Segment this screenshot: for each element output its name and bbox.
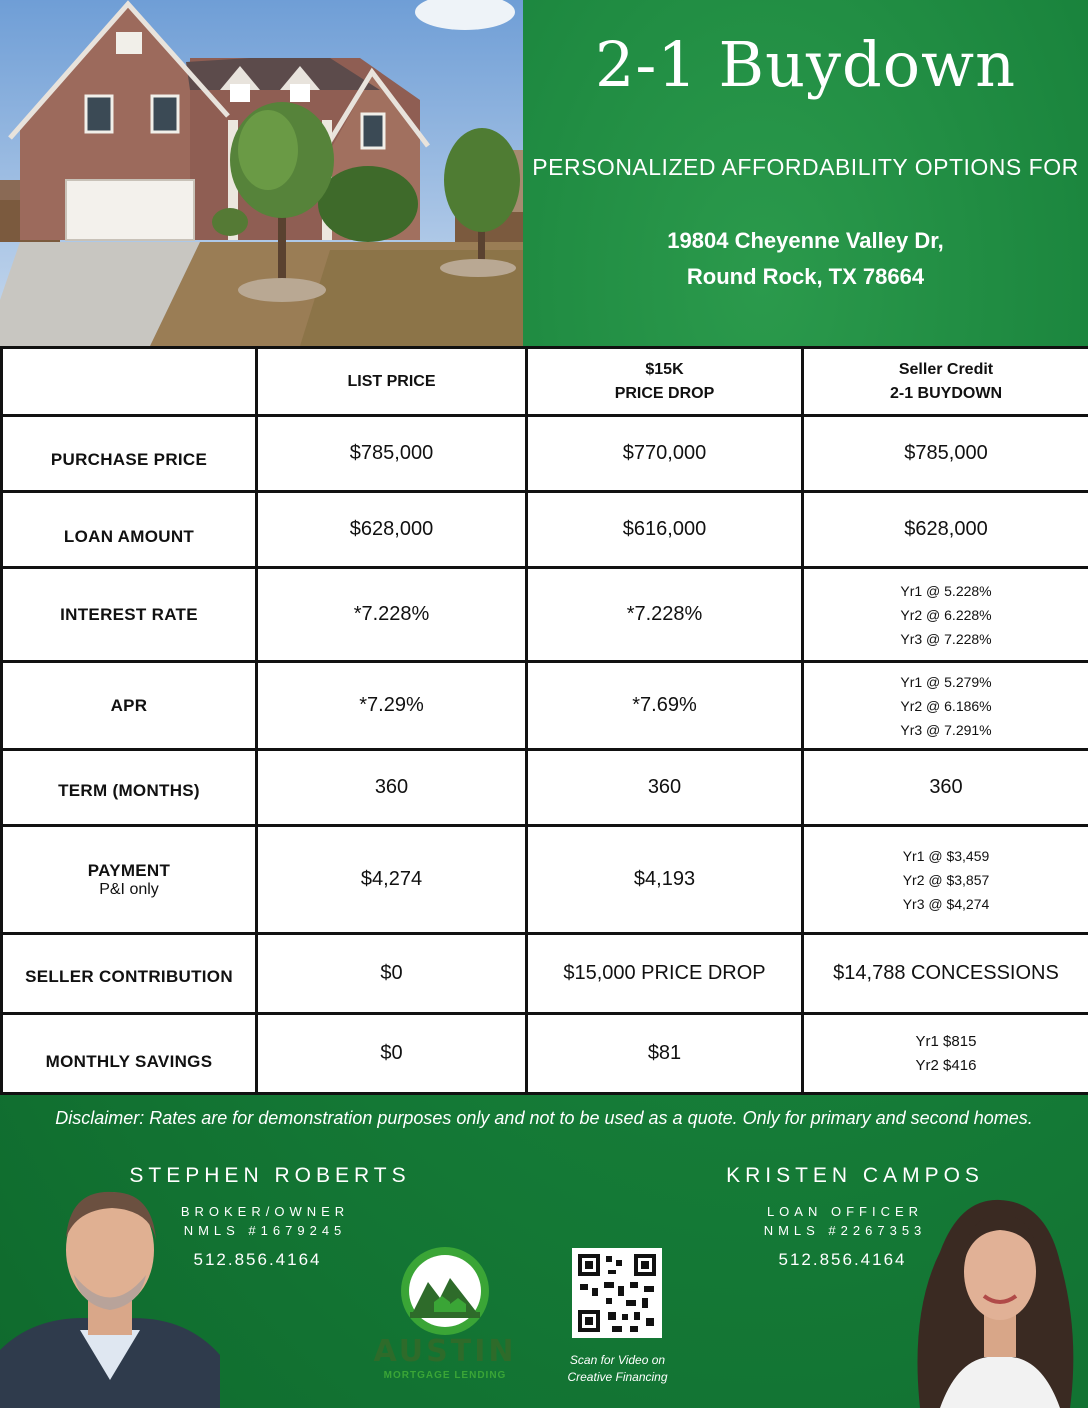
qr-code[interactable] bbox=[572, 1248, 662, 1338]
rate-year1: Yr1 @ 5.228% bbox=[900, 582, 992, 599]
payment-year3: Yr3 @ $4,274 bbox=[902, 895, 990, 912]
table-row bbox=[2, 568, 1088, 662]
apr-year2: Yr2 @ 6.186% bbox=[900, 697, 992, 714]
cell-value: $616,000 bbox=[527, 492, 803, 568]
agent1-phone[interactable]: 512.856.4164 bbox=[193, 1250, 322, 1269]
header-seller-credit-line2: 2-1 BUYDOWN bbox=[889, 384, 1002, 402]
header-price-drop-line1: $15K bbox=[645, 360, 684, 378]
cell-value: $4,193 bbox=[527, 826, 803, 934]
rate-year2: Yr2 @ 6.228% bbox=[900, 606, 992, 623]
row-label-seller-contribution: SELLER CONTRIBUTION bbox=[2, 934, 257, 1014]
cell-value-multiline bbox=[803, 568, 1088, 662]
cell-value: 360 bbox=[527, 750, 803, 826]
header-list-price: LIST PRICE bbox=[257, 348, 527, 416]
qr-code-icon bbox=[572, 1248, 662, 1338]
row-sublabel-payment: P&I only bbox=[99, 880, 159, 898]
cell-value: *7.228% bbox=[257, 568, 527, 662]
agent1-name: STEPHEN ROBERTS bbox=[129, 1164, 411, 1187]
table-header-row bbox=[2, 348, 1088, 416]
row-label-loan-amount: LOAN AMOUNT bbox=[2, 492, 257, 568]
qr-caption bbox=[550, 1352, 685, 1386]
apr-year1: Yr1 @ 5.279% bbox=[900, 673, 992, 690]
comparison-table bbox=[0, 346, 1088, 1095]
cell-value: 360 bbox=[257, 750, 527, 826]
row-label-apr: APR bbox=[2, 662, 257, 750]
apr-year3: Yr3 @ 7.291% bbox=[900, 721, 992, 738]
payment-year1: Yr1 @ $3,459 bbox=[902, 847, 990, 864]
qr-caption-line1: Scan for Video on bbox=[569, 1353, 666, 1367]
row-label-interest-rate: INTEREST RATE bbox=[2, 568, 257, 662]
table-row bbox=[2, 934, 1088, 1014]
page-title: 2-1 Buydown bbox=[594, 28, 1017, 101]
header-seller-credit-line1: Seller Credit bbox=[898, 360, 994, 378]
header-panel bbox=[523, 0, 1088, 346]
agent1-portrait-icon bbox=[0, 1180, 220, 1408]
header-empty-cell bbox=[2, 348, 257, 416]
cell-value-multiline bbox=[803, 826, 1088, 934]
cell-value: $628,000 bbox=[257, 492, 527, 568]
savings-year1: Yr1 $815 bbox=[915, 1032, 977, 1050]
cell-value: $785,000 bbox=[257, 416, 527, 492]
table-row bbox=[2, 662, 1088, 750]
cell-value: $770,000 bbox=[527, 416, 803, 492]
row-label-term: TERM (MONTHS) bbox=[2, 750, 257, 826]
savings-year2: Yr2 $416 bbox=[915, 1056, 977, 1074]
row-label-purchase-price: PURCHASE PRICE bbox=[2, 416, 257, 492]
header-price-drop bbox=[527, 348, 803, 416]
header-seller-credit bbox=[803, 348, 1088, 416]
cell-value-multiline bbox=[803, 662, 1088, 750]
property-address-line2: Round Rock, TX 78664 bbox=[686, 264, 925, 289]
cell-value: 360 bbox=[803, 750, 1088, 826]
table-row bbox=[2, 492, 1088, 568]
cell-value: *7.69% bbox=[527, 662, 803, 750]
cell-value: $628,000 bbox=[803, 492, 1088, 568]
agent2-phone[interactable]: 512.856.4164 bbox=[778, 1250, 907, 1269]
agent2-role: LOAN OFFICER bbox=[766, 1204, 924, 1219]
cell-value-multiline bbox=[803, 1014, 1088, 1094]
cell-value: *7.29% bbox=[257, 662, 527, 750]
disclaimer-text: Disclaimer: Rates are for demonstration purposes only and not to be used as a quote. Only for primary and second homes. bbox=[55, 1108, 1033, 1128]
house-photo bbox=[0, 0, 523, 346]
qr-caption-line2: Creative Financing bbox=[567, 1370, 668, 1384]
table-row bbox=[2, 826, 1088, 934]
agent2-portrait-icon bbox=[900, 1192, 1088, 1408]
cell-value: $15,000 PRICE DROP bbox=[527, 934, 803, 1014]
rate-year3: Yr3 @ 7.228% bbox=[900, 630, 992, 647]
table-row bbox=[2, 1014, 1088, 1094]
table-row bbox=[2, 750, 1088, 826]
header-price-drop-line2: PRICE DROP bbox=[614, 384, 715, 402]
property-address-line1: 19804 Cheyenne Valley Dr, bbox=[667, 228, 944, 253]
austin-mortgage-logo-icon bbox=[398, 1244, 492, 1338]
payment-year2: Yr2 @ $3,857 bbox=[902, 871, 990, 888]
cell-value: $81 bbox=[527, 1014, 803, 1094]
cell-value: *7.228% bbox=[527, 568, 803, 662]
house-image-icon bbox=[0, 0, 523, 346]
cell-value: $14,788 CONCESSIONS bbox=[803, 934, 1088, 1014]
cell-value: $785,000 bbox=[803, 416, 1088, 492]
cell-value: $0 bbox=[257, 934, 527, 1014]
row-label-payment: PAYMENT bbox=[87, 860, 171, 880]
cell-value: $0 bbox=[257, 1014, 527, 1094]
logo-tagline: MORTGAGE LENDING bbox=[383, 1370, 507, 1381]
cell-value: $4,274 bbox=[257, 826, 527, 934]
agent2-nmls: NMLS #2267353 bbox=[763, 1223, 927, 1238]
page-subtitle: PERSONALIZED AFFORDABILITY OPTIONS FOR bbox=[532, 154, 1079, 180]
agent1-nmls: NMLS #1679245 bbox=[183, 1223, 347, 1238]
logo-wordmark: AUSTIN bbox=[373, 1334, 517, 1369]
row-label-payment-cell bbox=[2, 826, 257, 934]
table-row bbox=[2, 416, 1088, 492]
row-label-monthly-savings: MONTHLY SAVINGS bbox=[2, 1014, 257, 1094]
agent2-name: KRISTEN CAMPOS bbox=[726, 1164, 984, 1187]
agent1-role: BROKER/OWNER bbox=[180, 1204, 350, 1219]
